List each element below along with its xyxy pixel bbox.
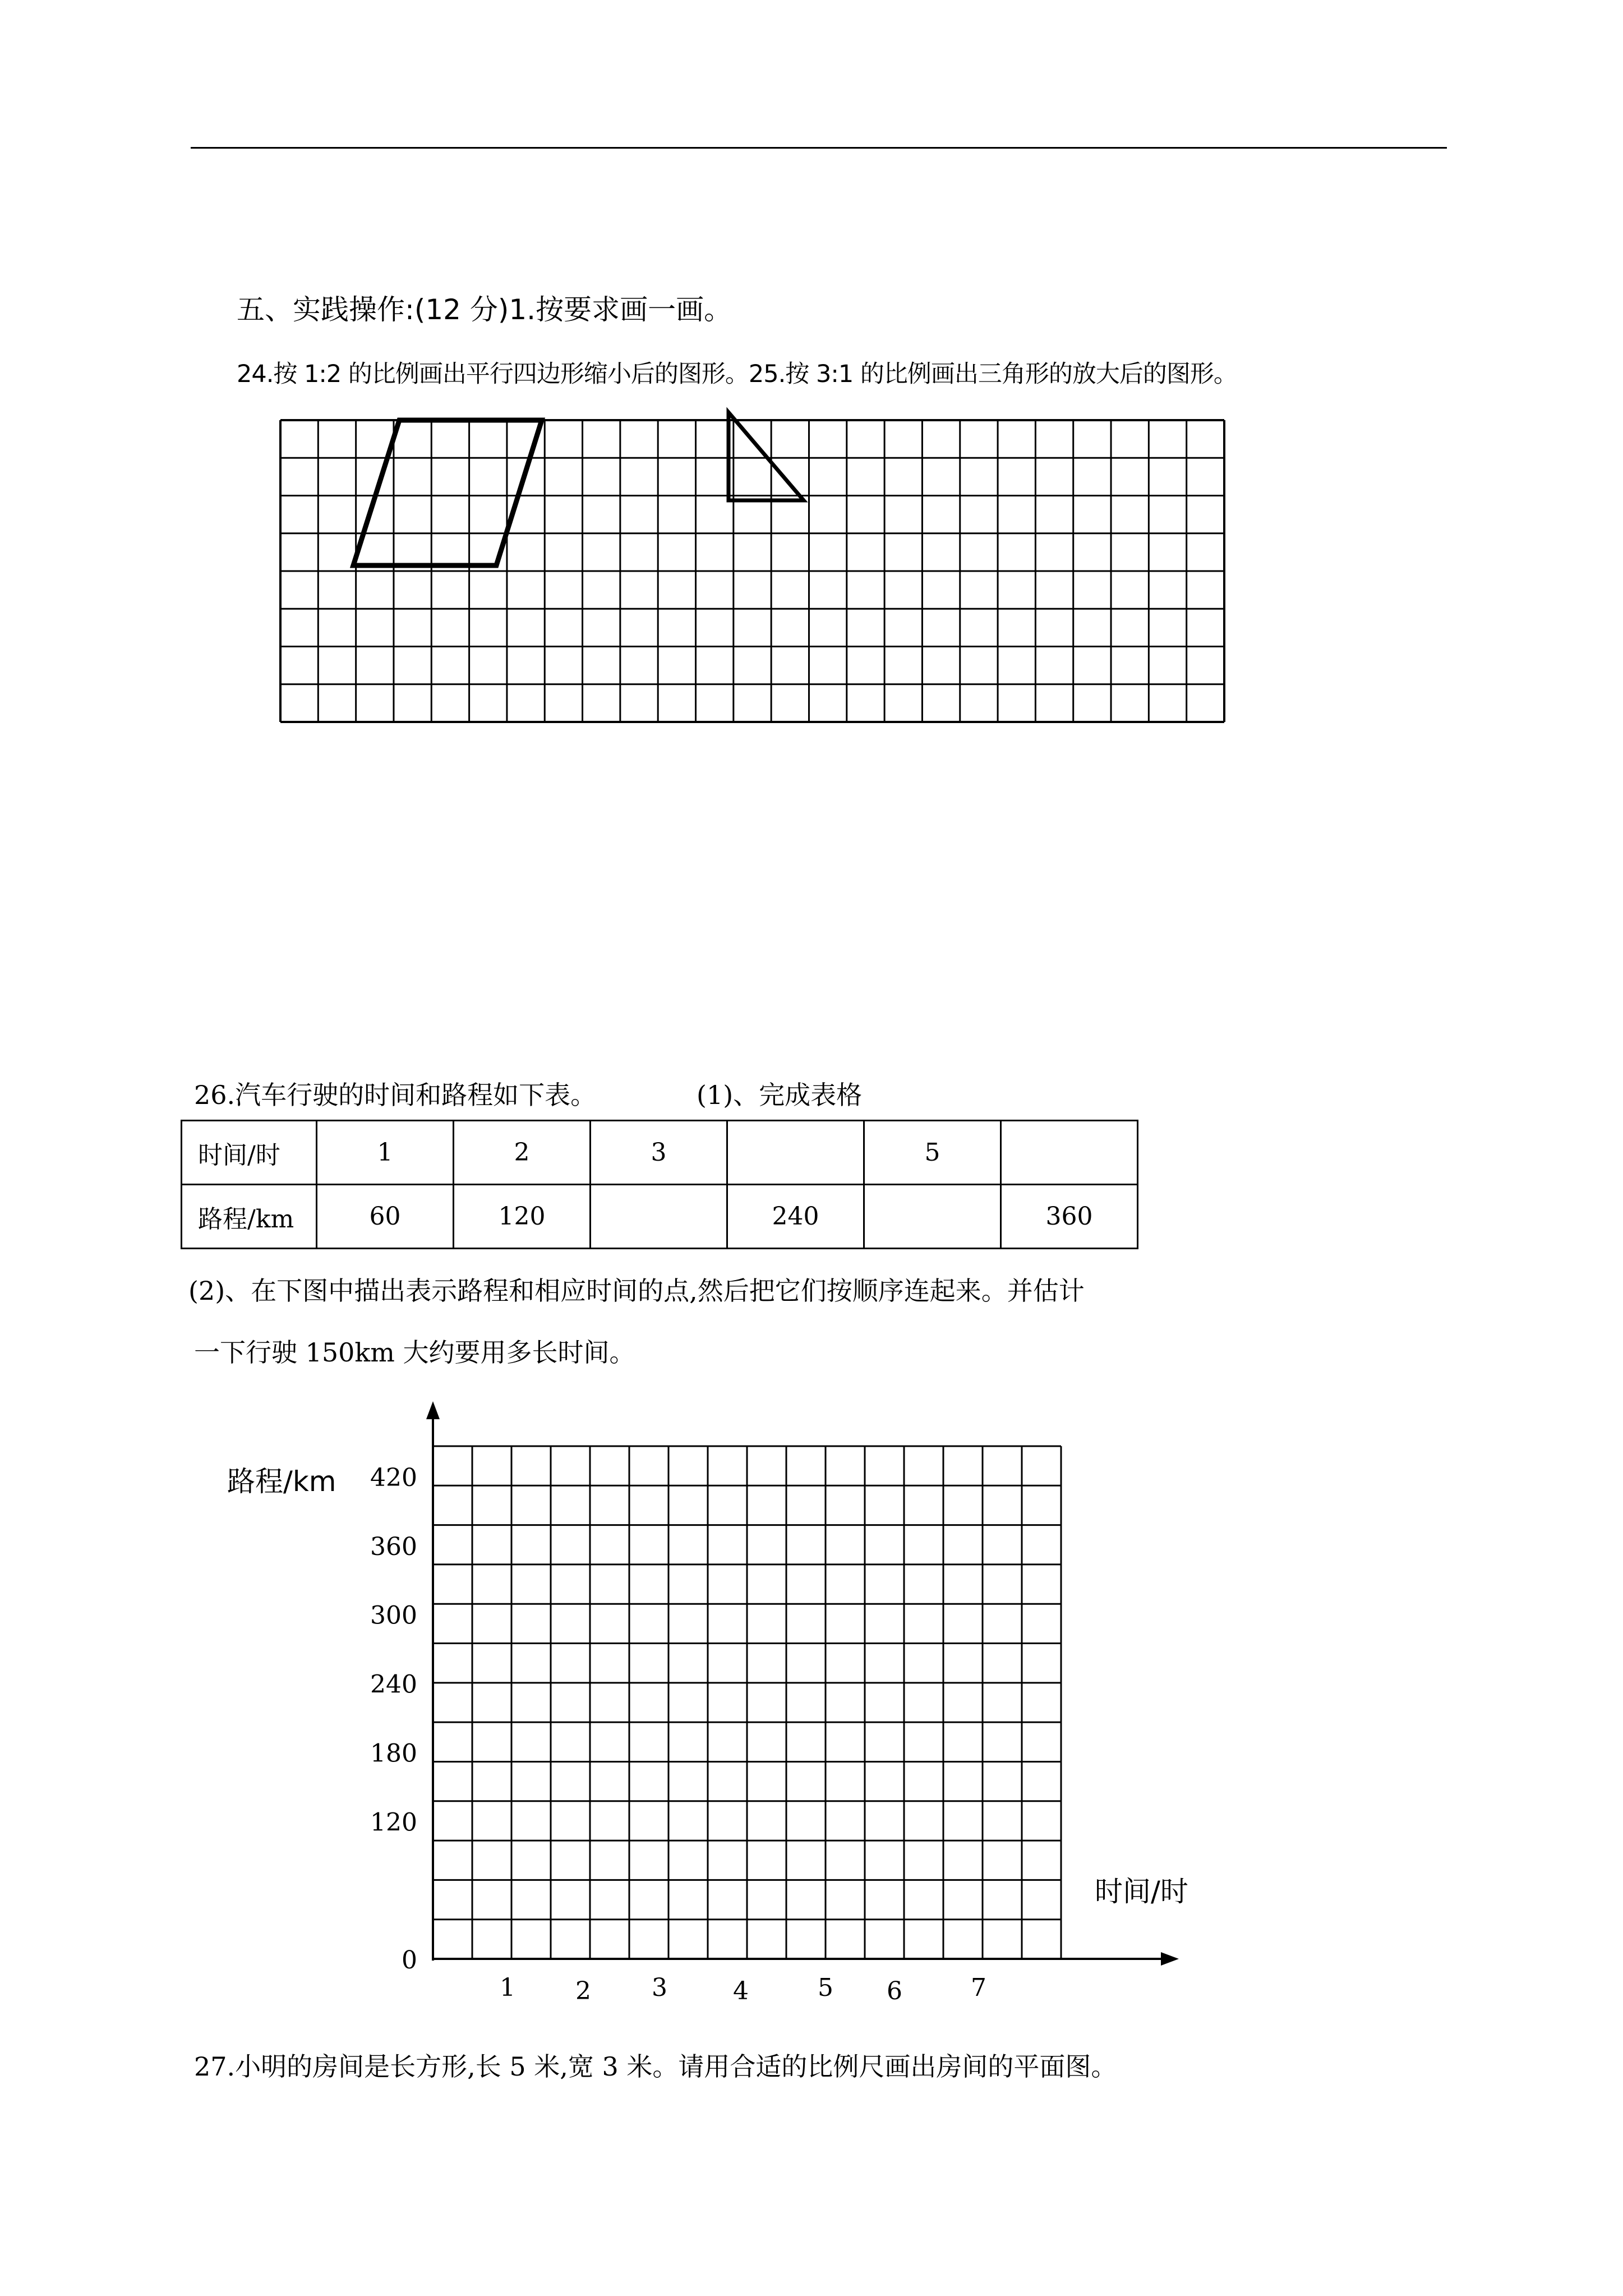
y-axis-label: 路程/km (227, 1465, 336, 1498)
table-cell-blank[interactable] (1001, 1121, 1138, 1185)
chart-grid (433, 1446, 1061, 1959)
section-instructions: 24.按 1:2 的比例画出平行四边形缩小后的图形。25.按 3:1 的比例画出三角形的放大后的图形。 (237, 360, 1237, 388)
table-cell: 路程/km (182, 1185, 317, 1249)
q26-part2-line1: (2)、在下图中描出表示路程和相应时间的点,然后把它们按顺序连起来。并估计 (188, 1276, 1085, 1306)
table-cell: 3 (591, 1121, 727, 1185)
q27-text: 27.小明的房间是长方形,长 5 米,宽 3 米。请用合适的比例尺画出房间的平面图。 (194, 2051, 1117, 2082)
x-tick-label: 1 (500, 1973, 515, 2002)
table-cell: 360 (1001, 1185, 1138, 1249)
table-row-distance (182, 1185, 1138, 1249)
section-title: 五、实践操作:(12 分)1.按要求画一画。 (237, 293, 732, 326)
y-tick-label: 180 (370, 1739, 417, 1768)
x-axis-label: 时间/时 (1095, 1875, 1188, 1908)
x-tick-label: 7 (971, 1973, 986, 2002)
y-tick-label: 360 (370, 1532, 417, 1561)
parallelogram-figure (353, 420, 542, 565)
x-tick-label: 4 (733, 1977, 749, 2005)
table-cell: 1 (317, 1121, 454, 1185)
table-cell: 5 (864, 1121, 1001, 1185)
table-cell-blank[interactable] (864, 1185, 1001, 1249)
y-tick-label: 300 (370, 1601, 417, 1630)
drawing-grid (280, 420, 1224, 722)
q26-part2-line2: 一下行驶 150km 大约要用多长时间。 (194, 1337, 635, 1368)
table-cell-blank[interactable] (727, 1121, 864, 1185)
x-tick-label: 3 (652, 1973, 667, 2002)
x-tick-label: 2 (575, 1977, 591, 2005)
table-cell: 60 (317, 1185, 454, 1249)
y-axis-arrow (426, 1401, 440, 1419)
x-tick-label: 6 (887, 1977, 902, 2005)
x-tick-label: 5 (818, 1973, 833, 2002)
y-tick-label: 420 (370, 1464, 417, 1492)
q26-intro: 26.汽车行驶的时间和路程如下表。 (194, 1080, 597, 1110)
x-tick-labels (500, 1973, 986, 2005)
q26-part1: (1)、完成表格 (697, 1080, 863, 1110)
table-row-time (182, 1121, 1138, 1185)
table-cell-blank[interactable] (591, 1185, 727, 1249)
triangle-figure (728, 412, 804, 500)
table-cell: 120 (454, 1185, 591, 1249)
y-tick-label: 0 (402, 1946, 417, 1975)
y-tick-label: 120 (370, 1808, 417, 1837)
y-tick-labels (370, 1464, 417, 1975)
table-cell: 2 (454, 1121, 591, 1185)
table-cell: 240 (727, 1185, 864, 1249)
time-distance-table (181, 1120, 1138, 1249)
table-cell: 时间/时 (182, 1121, 317, 1185)
x-axis-arrow (1161, 1952, 1179, 1966)
y-tick-label: 240 (370, 1670, 417, 1699)
